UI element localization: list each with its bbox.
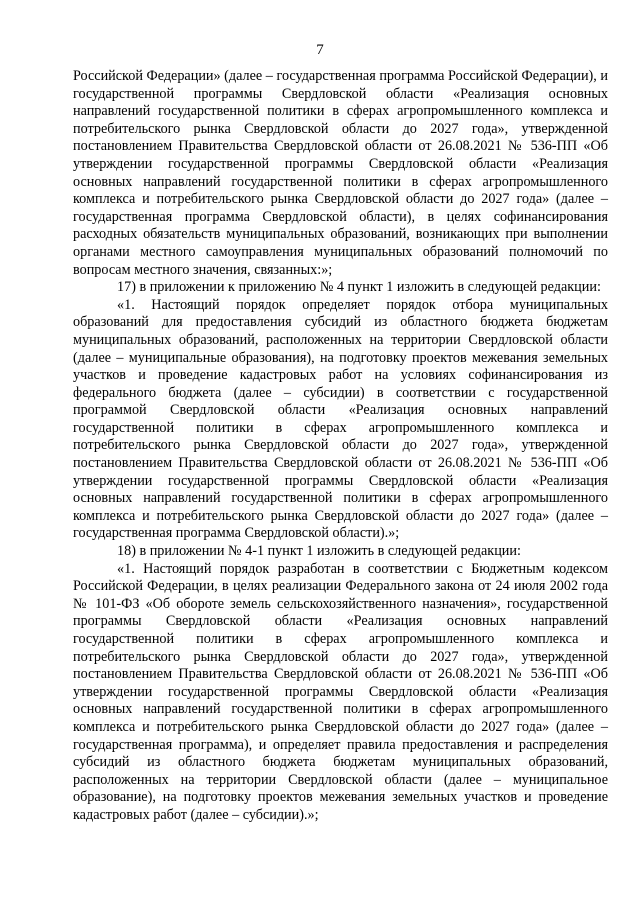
paragraph-item-18: 18) в приложении № 4-1 пункт 1 изложить в следующей редакции: — [117, 543, 521, 560]
document-body — [73, 68, 608, 825]
paragraph-item-17: 17) в приложении к приложению № 4 пункт 1 изложить в следующей редакции: — [117, 279, 601, 296]
page-number: 7 — [316, 42, 324, 58]
paragraph-item-17-text: «1. Настоящий порядок определяет порядок отбора муниципальных образований для предоставления субсидий из областного бюджета бюджетам муниципальных образований, расположенных на территории Свердловской области (далее – муниципальные образования), на подготовку проектов межевания земельных участков и проведение кадастровых работ на условиях софинансирования из федерального бюджета (далее – субсидии) в соответствии с государственной программой Свердловской области «Реализация основных направлений государственной политики в сферах агропромышленного комплекса и потребительского рынка Свердловской области до 2027 года», утвержденной постановлением Правительства Свердловской области от 26.08.2021 № 536-ПП «Об утверждении государственной программы Свердловской области «Реализация основных направлений государственной политики в сферах агропромышленного комплекса и потребительского рынка Свердловской области до 2027 года» (далее – государственная программа Свердловской области).»; — [73, 296, 608, 542]
paragraph-continuation: Российской Федерации» (далее – государственная программа Российской Федерации), и государственной программы Свердловской области «Реализация основных направлений государственной политики в сферах агропромышленного комплекса и потребительского рынка Свердловской области до 2027 года», утвержденной постановлением Правительства Свердловской области от 26.08.2021 № 536-ПП «Об утверждении государственной программы Свердловской области «Реализация основных направлений государственной политики в сферах агропромышленного комплекса и потребительского рынка Свердловской области до 2027 года» (далее – государственная программа Свердловской области), в целях софинансирования расходных обязательств муниципальных образований, возникающих при выполнении органами местного самоуправления муниципальных образований полномочий по вопросам местного значения, связанных:»; — [73, 68, 608, 278]
paragraph-item-18-text: «1. Настоящий порядок разработан в соответствии с Бюджетным кодексом Российской Федерации, в целях реализации Федерального закона от 24 июля 2002 года № 101-ФЗ «Об обороте земель сельскохозяйственного назначения», государственной программы Свердловской области «Реализация основных направлений государственной политики в сферах агропромышленного комплекса и потребительского рынка Свердловской области до 2027 года», утвержденной постановлением Правительства Свердловской области от 26.08.2021 № 536-ПП «Об утверждении государственной программы Свердловской области «Реализация основных направлений государственной политики в сферах агропромышленного комплекса и потребительского рынка Свердловской области до 2027 года» (далее – государственная программа), и определяет правила предоставления и распределения субсидий из областного бюджета бюджетам муниципальных образований, расположенных на территории Свердловской области (далее – муниципальное образование), на подготовку проектов межевания земельных участков и проведение кадастровых работ (далее – субсидии).»; — [73, 560, 608, 823]
